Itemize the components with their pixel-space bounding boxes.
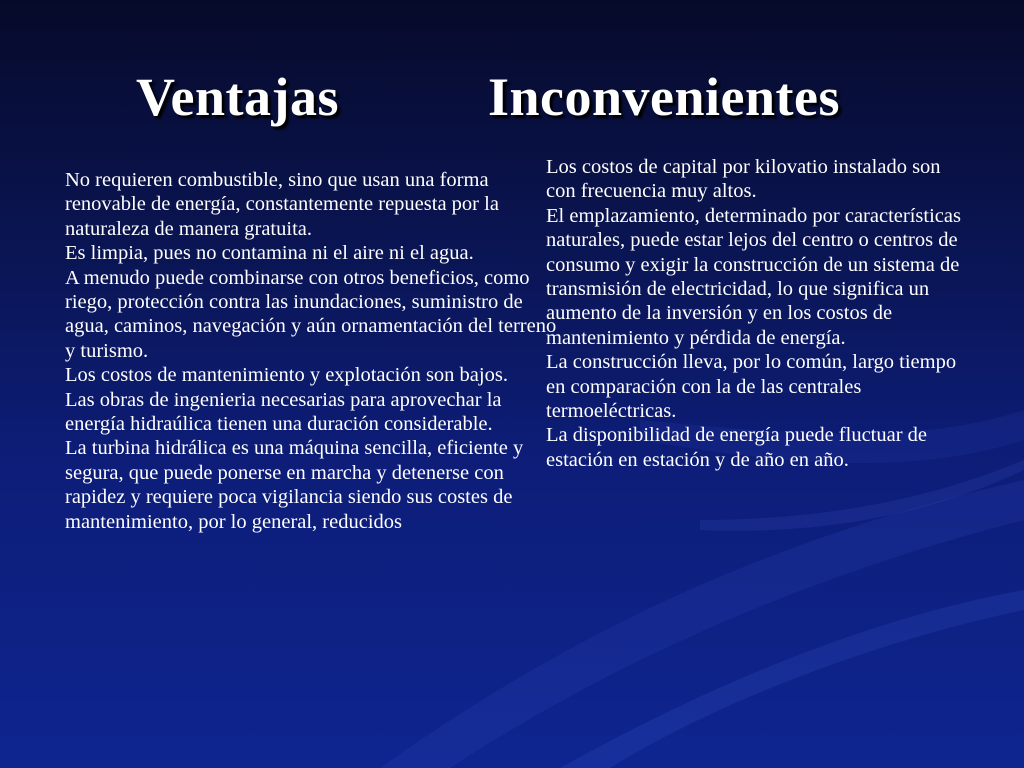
ventaja-item: Es limpia, pues no contamina ni el aire ni el agua. <box>65 242 474 265</box>
ventajas-list <box>65 168 565 534</box>
title-inconvenientes: Inconvenientes <box>488 67 841 127</box>
ventaja-item: No requieren combustible, sino que usan una forma renovable de energía, constantemente repuesta por la naturaleza de manera gratuita. <box>65 169 499 240</box>
inconveniente-item: La disponibilidad de energía puede fluctuar de estación en estación y de año en año. <box>546 424 928 471</box>
inconveniente-item: El emplazamiento, determinado por características naturales, puede estar lejos del centro o centros de consumo y exigir la construcción de un sistema de transmisión de electricidad, lo que significa un aumento de la inversión y en los costos de mantenimiento y pérdida de energía. <box>546 204 961 349</box>
ventaja-item: Las obras de ingenieria necesarias para aprovechar la energía hidraúlica tienen una duración considerable. <box>65 388 502 436</box>
slide-title <box>0 62 1024 142</box>
ventaja-item: A menudo puede combinarse con otros beneficios, como riego, protección contra las inundaciones, suministro de agua, caminos, navegación y aún ornamentación del terreno y turismo. <box>65 266 557 362</box>
inconvenientes-list <box>546 155 966 472</box>
inconveniente-item: La construcción lleva, por lo común, largo tiempo en comparación con la de las centrales termoeléctricas. <box>546 351 957 423</box>
ventaja-item: La turbina hidrálica es una máquina sencilla, eficiente y segura, que puede ponerse en marcha y detenerse con rapidez y requiere poca vigilancia siendo sus costes de mantenimiento, por lo general, reducidos <box>65 437 524 533</box>
inconveniente-item: Los costos de capital por kilovatio instalado son con frecuencia muy altos. <box>546 156 941 203</box>
title-ventajas: Ventajas <box>136 67 340 127</box>
ventaja-item: Los costos de mantenimiento y explotación son bajos. <box>65 364 508 387</box>
